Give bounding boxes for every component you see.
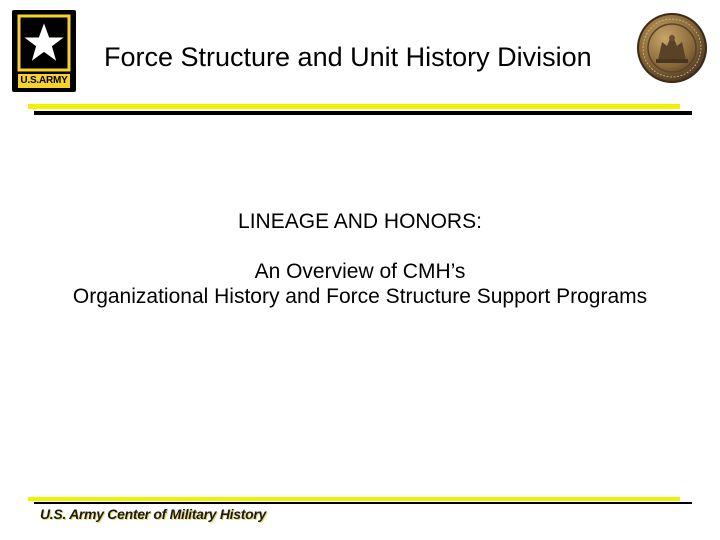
header-rule-yellow xyxy=(28,104,680,109)
center-of-military-history-seal-icon xyxy=(636,12,708,84)
header-rule-black xyxy=(34,111,692,115)
footer-rule-black xyxy=(34,502,692,504)
army-logo xyxy=(12,10,76,92)
footer-rule-yellow xyxy=(28,497,680,501)
footer-text: U.S. Army Center of Military History xyxy=(40,506,266,522)
slide-heading: LINEAGE AND HONORS: xyxy=(238,210,482,233)
page-title: Force Structure and Unit History Division xyxy=(104,42,592,72)
spacer xyxy=(0,234,720,259)
army-logo-text: U.S.ARMY xyxy=(18,74,70,88)
slide-body xyxy=(0,209,720,309)
army-star-icon xyxy=(12,10,76,74)
slide-subtitle-line2: Organizational History and Force Structure Support Programs xyxy=(72,285,648,308)
slide-subtitle-line1: An Overview of CMH’s xyxy=(254,260,466,283)
